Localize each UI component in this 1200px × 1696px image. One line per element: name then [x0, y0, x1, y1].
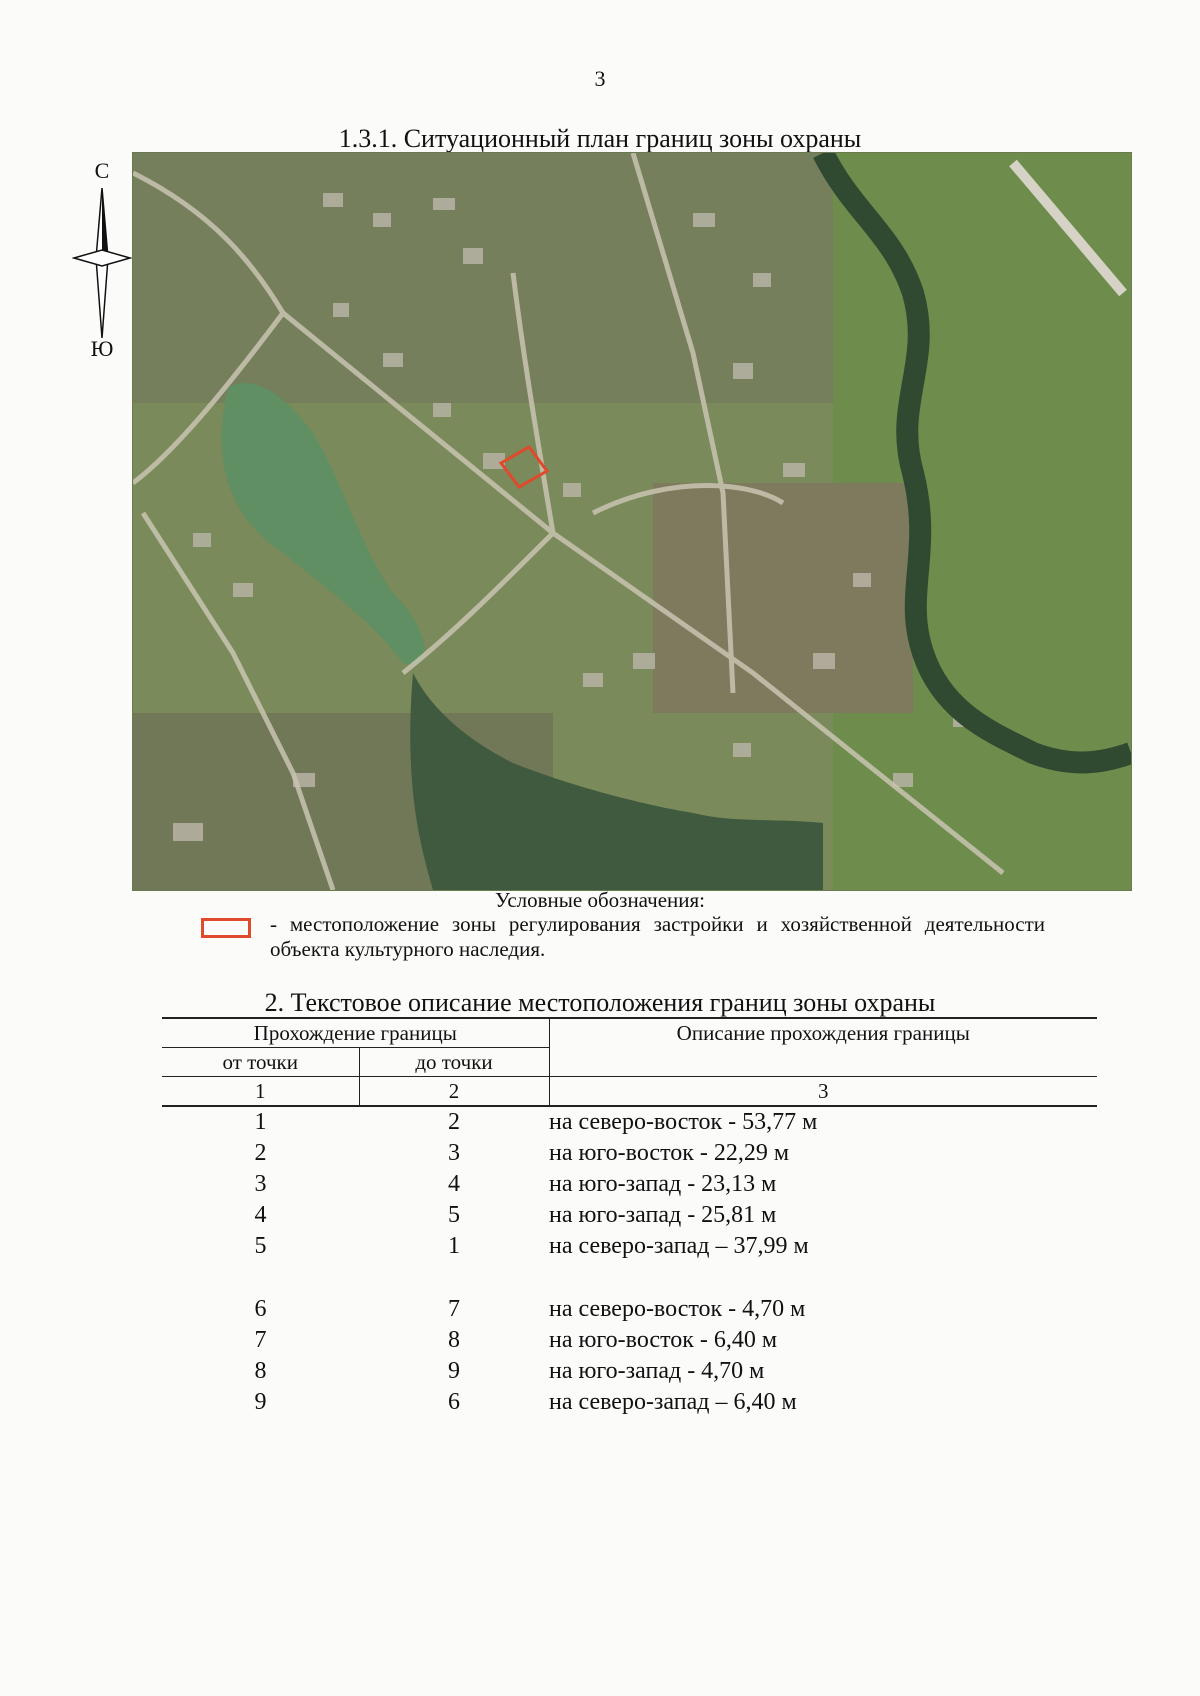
north-arrow [72, 158, 132, 368]
table-row [162, 1106, 1097, 1138]
section-title: 2. Текстовое описание местоположения границ зоны охраны [264, 988, 936, 1017]
cell-description: на северо-запад – 37,99 м [549, 1233, 809, 1259]
cell-to: 2 [448, 1109, 460, 1135]
table-row [162, 1325, 1097, 1356]
table-row [162, 1356, 1097, 1387]
cell-to: 1 [448, 1233, 460, 1259]
table-spacer-row [162, 1262, 1097, 1294]
cell-description: на юго-восток - 6,40 м [549, 1327, 778, 1353]
cell-from: 4 [254, 1202, 267, 1228]
table-row [162, 1200, 1097, 1231]
cell-from: 7 [254, 1327, 267, 1353]
satellite-map-image [133, 153, 1131, 890]
cell-description: на северо-восток - 53,77 м [549, 1109, 818, 1135]
legend-title: Условные обозначения: [494, 888, 706, 912]
cell-description: на юго-восток - 22,29 м [549, 1140, 790, 1166]
page-number: 3 [594, 66, 606, 91]
cell-from: 3 [254, 1171, 267, 1197]
cell-description: на юго-запад - 23,13 м [549, 1171, 777, 1197]
cell-description: на северо-запад – 6,40 м [549, 1389, 797, 1415]
cell-description: на юго-запад - 4,70 м [549, 1358, 765, 1384]
compass-south-label: Ю [90, 336, 114, 361]
table-row [162, 1169, 1097, 1200]
table-row [162, 1231, 1097, 1262]
satellite-map [132, 152, 1132, 891]
header-col-number-2: 2 [359, 1077, 549, 1107]
header-description: Описание прохождения границы [549, 1018, 1097, 1077]
cell-to: 4 [448, 1171, 460, 1197]
plan-title: 1.3.1. Ситуационный план границ зоны охраны [338, 124, 862, 153]
header-to-point: до точки [359, 1048, 549, 1077]
legend-swatch [201, 918, 251, 938]
cell-to: 7 [448, 1296, 460, 1322]
cell-from: 6 [254, 1296, 267, 1322]
cell-from: 5 [254, 1233, 267, 1259]
cell-to: 9 [448, 1358, 460, 1384]
cell-from: 9 [254, 1389, 267, 1415]
legend-description: - местоположение зоны регулирования застройки и хозяйственной деятельности объекта культурного наследия. [270, 912, 1045, 961]
cell-to: 5 [448, 1202, 460, 1228]
table-row [162, 1294, 1097, 1325]
header-from-point: от точки [162, 1048, 359, 1077]
cell-from: 8 [254, 1358, 267, 1384]
header-col-number-3: 3 [549, 1077, 1097, 1107]
cell-description: на юго-запад - 25,81 м [549, 1202, 777, 1228]
table-row [162, 1387, 1097, 1418]
header-boundary-passage: Прохождение границы [162, 1018, 549, 1048]
cell-from: 2 [254, 1140, 267, 1166]
compass-north-label: С [94, 158, 110, 183]
cell-to: 8 [448, 1327, 460, 1353]
cell-to: 6 [448, 1389, 460, 1415]
cell-description: на северо-восток - 4,70 м [549, 1296, 806, 1322]
header-col-number-1: 1 [162, 1077, 359, 1107]
cell-from: 1 [254, 1109, 267, 1135]
compass-rose-icon [72, 188, 132, 338]
cell-to: 3 [448, 1140, 460, 1166]
table-row [162, 1138, 1097, 1169]
boundary-table [162, 1017, 1097, 1418]
